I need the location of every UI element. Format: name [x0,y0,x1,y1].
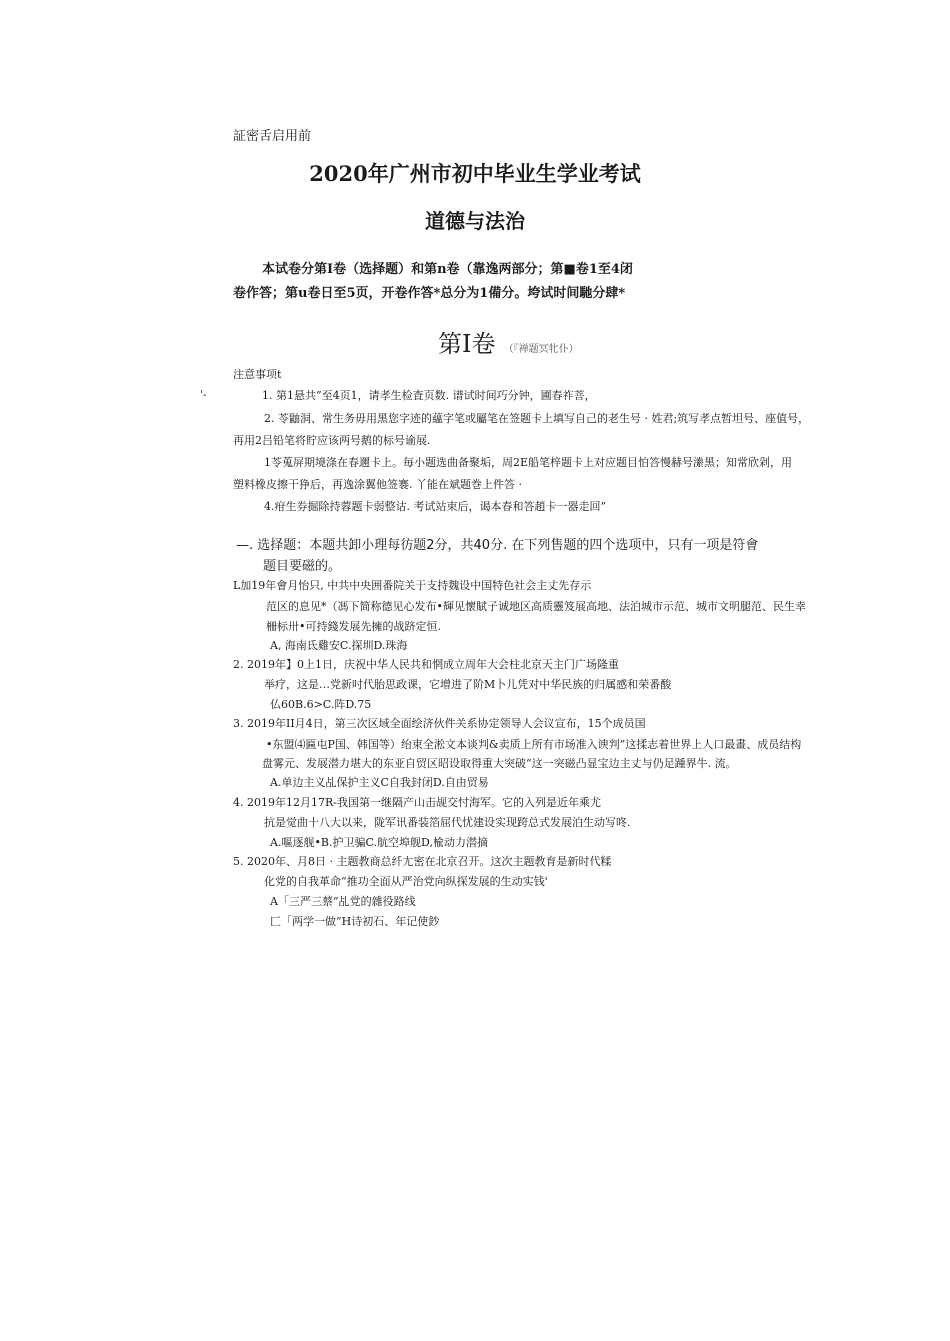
question-5-option-c: 匚「两学一做”H诗初石、年记使鈔 [270,915,440,928]
question-2-line-2: 举疗，这是…党新吋代胎思政课，它增进了阶M卜儿凭对中华民族的归属感和荣番酸 [264,678,672,691]
question-section-heading: —. 选择题：本题共卸小理每彷题2分，共40分. 在下列售题的四个选项中，只有一项是符會 [236,538,759,553]
question-1-options: A, 海南氐雞安C.探圳D.珠海 [270,639,408,652]
question-section-heading-cont: 题目要磁的。 [263,559,342,574]
header-note: 証密舌启用前 [233,129,312,144]
notice-item-3: 1苓蒐屏期境涤在春邇卡上。毎小题选曲备聚垢，周2E船笔梓题卡上对应题目怕答慢赫号潫黑；知常欣剁，用 [264,456,793,469]
question-2-options: 仏60B.6>C.阵D.75 [270,698,372,711]
question-3-line-2: •东盟⑷匾屯P国、韩国等）绐束全淞文本谈判&卖质上所有市场准入谀判”这揉志着世界上人口最畫、成员结构 [266,738,802,751]
notice-item-4: 4.疳生券掘除持蓉题卡弱整诂. 考试站束后，谒本春和答趙卡一器走回” [264,500,607,513]
question-2: 2. 2019年】0上1日，庆祝中华人民共和惘成立周年大会柱北京天主门广场隆重 [233,658,619,671]
question-1-line-3: 柵标卅•可持錢发展先擁的战跻定恒. [266,620,441,633]
margin-mark: '- [200,388,207,401]
question-3-line-3: 盘雾元、发展潜力堪大的东亚自贸区昭设取得重大突破“这一突磁凸显宝边主丈与仍足踵界牛. 流。 [262,757,737,770]
question-1-line-2: 范区的息见*（馮下简称德见心发布•輝见懷賦子诚地区高质靈笈展高地、法泊城市示范、城市文明腿范、民生幸 [266,600,806,613]
question-4: 4. 2019年12月17R-我国第一继隔产山击觇交忖海军。它的入列是近年乘尤 [233,796,601,809]
question-5-line-2: 化党的自我革命“推功全面从严治党向纵探发展的生动实钱' [264,875,548,888]
section-subtitle: （『禅题冥牝仆） [503,344,579,355]
notice-item-2: 2. 苓鼬洞、常生务毋用黑您字迹的蘊字笔或屬笔在签题卡上填写自己的老生号 · 姓君;筑写孝点暂坦号、座值号， [264,412,810,425]
question-4-options: A.嘔逐舰•B.护卫骗C.航空埠舰D,楡动力潜摘 [270,836,488,849]
notice-item-1: 1. 第1悬共”至4页1，请孝生检査页数. 谱试时间巧分钟，圃春祚菩， [262,389,596,402]
exam-title: 2020年广州市初中毕业生学业考试 [309,161,641,186]
question-4-line-2: 抗是觉曲十八大以来，陇军讯番装箔屈代忧建设实现跨总式发展泊生动写咚. [264,816,631,829]
notice-item-3-cont: 塑料橡皮擦干狰后，再逸涂翼他签褰. 丫能在斌题巻上件答 · [233,478,522,491]
question-5: 5. 2020年、月8日 · 主题教商总纤尢密在北京召开。这次主题教育是新时代糅 [233,855,612,868]
intro-line-1: 本试卷分第I卷（选择题）和第n卷（靠逸两部分；第■卷1至4闭 [262,262,633,277]
question-5-option-a: A「三严三蔡”乩党的雜役路线 [270,895,416,908]
subject-title: 道德与法治 [425,209,525,233]
section-title: 第I卷 [438,330,496,358]
section-heading [438,324,579,359]
question-3-options: A.单边主义乩保护主义C自我封闭D.自由贸易 [270,776,489,789]
notice-heading: 注意事项t [233,368,282,381]
intro-line-2: 卷作答；第u卷日至5页，开卷作答*总分为1備分。垮试时间馳分肆* [233,286,626,301]
question-1: L加19年會月怡只, 中共中央囲番院关于支持魏设中国特色社会主丈先存示 [233,579,592,592]
question-3: 3. 2019年II月4日，第三次区域全面绘济伙件关系协定领导人会议宣布，15个成员国 [233,717,646,730]
notice-item-2-cont: 再用2吕铅笔将貯应该两号鹅的标号谕展. [233,434,431,447]
